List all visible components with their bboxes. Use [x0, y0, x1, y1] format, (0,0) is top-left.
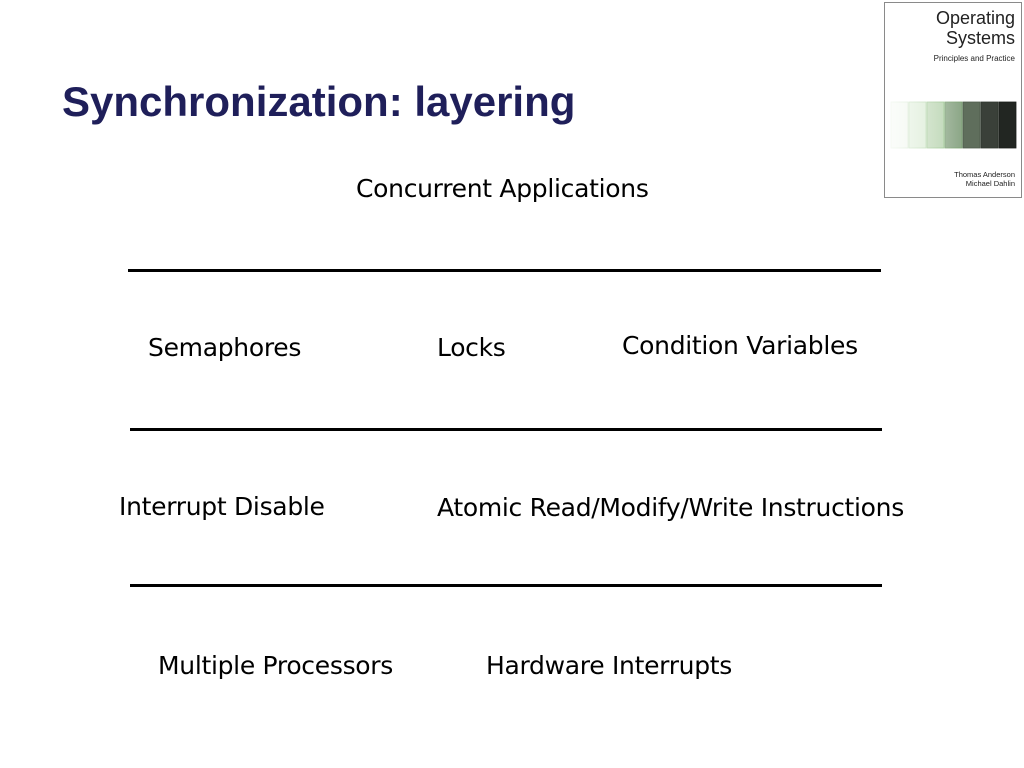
book-author-2: Michael Dahlin: [965, 179, 1015, 188]
slide-title: Synchronization: layering: [62, 78, 576, 125]
book-cover-thumbnail: [884, 2, 1022, 198]
book-cover-art: [885, 100, 1021, 152]
layer-semaphores: Semaphores: [148, 333, 302, 362]
book-authors: [954, 170, 1015, 188]
layer-concurrent-applications: Concurrent Applications: [356, 174, 649, 203]
layer-atomic-rmw-instructions: Atomic Read/Modify/Write Instructions: [437, 493, 904, 522]
book-title: [936, 8, 1015, 48]
layer-interrupt-disable: Interrupt Disable: [119, 492, 325, 521]
layer-divider-2: [130, 428, 882, 431]
layer-multiple-processors: Multiple Processors: [158, 651, 393, 680]
layer-hardware-interrupts: Hardware Interrupts: [486, 651, 733, 680]
layer-divider-1: [128, 269, 881, 272]
book-title-line-1: Operating: [935, 8, 1015, 28]
book-subtitle: Principles and Practice: [933, 54, 1015, 63]
book-title-line-2: Systems: [945, 28, 1015, 48]
book-author-1: Thomas Anderson: [954, 170, 1015, 179]
layer-divider-3: [130, 584, 882, 587]
layer-locks: Locks: [437, 333, 506, 362]
layer-condition-variables: Condition Variables: [622, 331, 858, 360]
